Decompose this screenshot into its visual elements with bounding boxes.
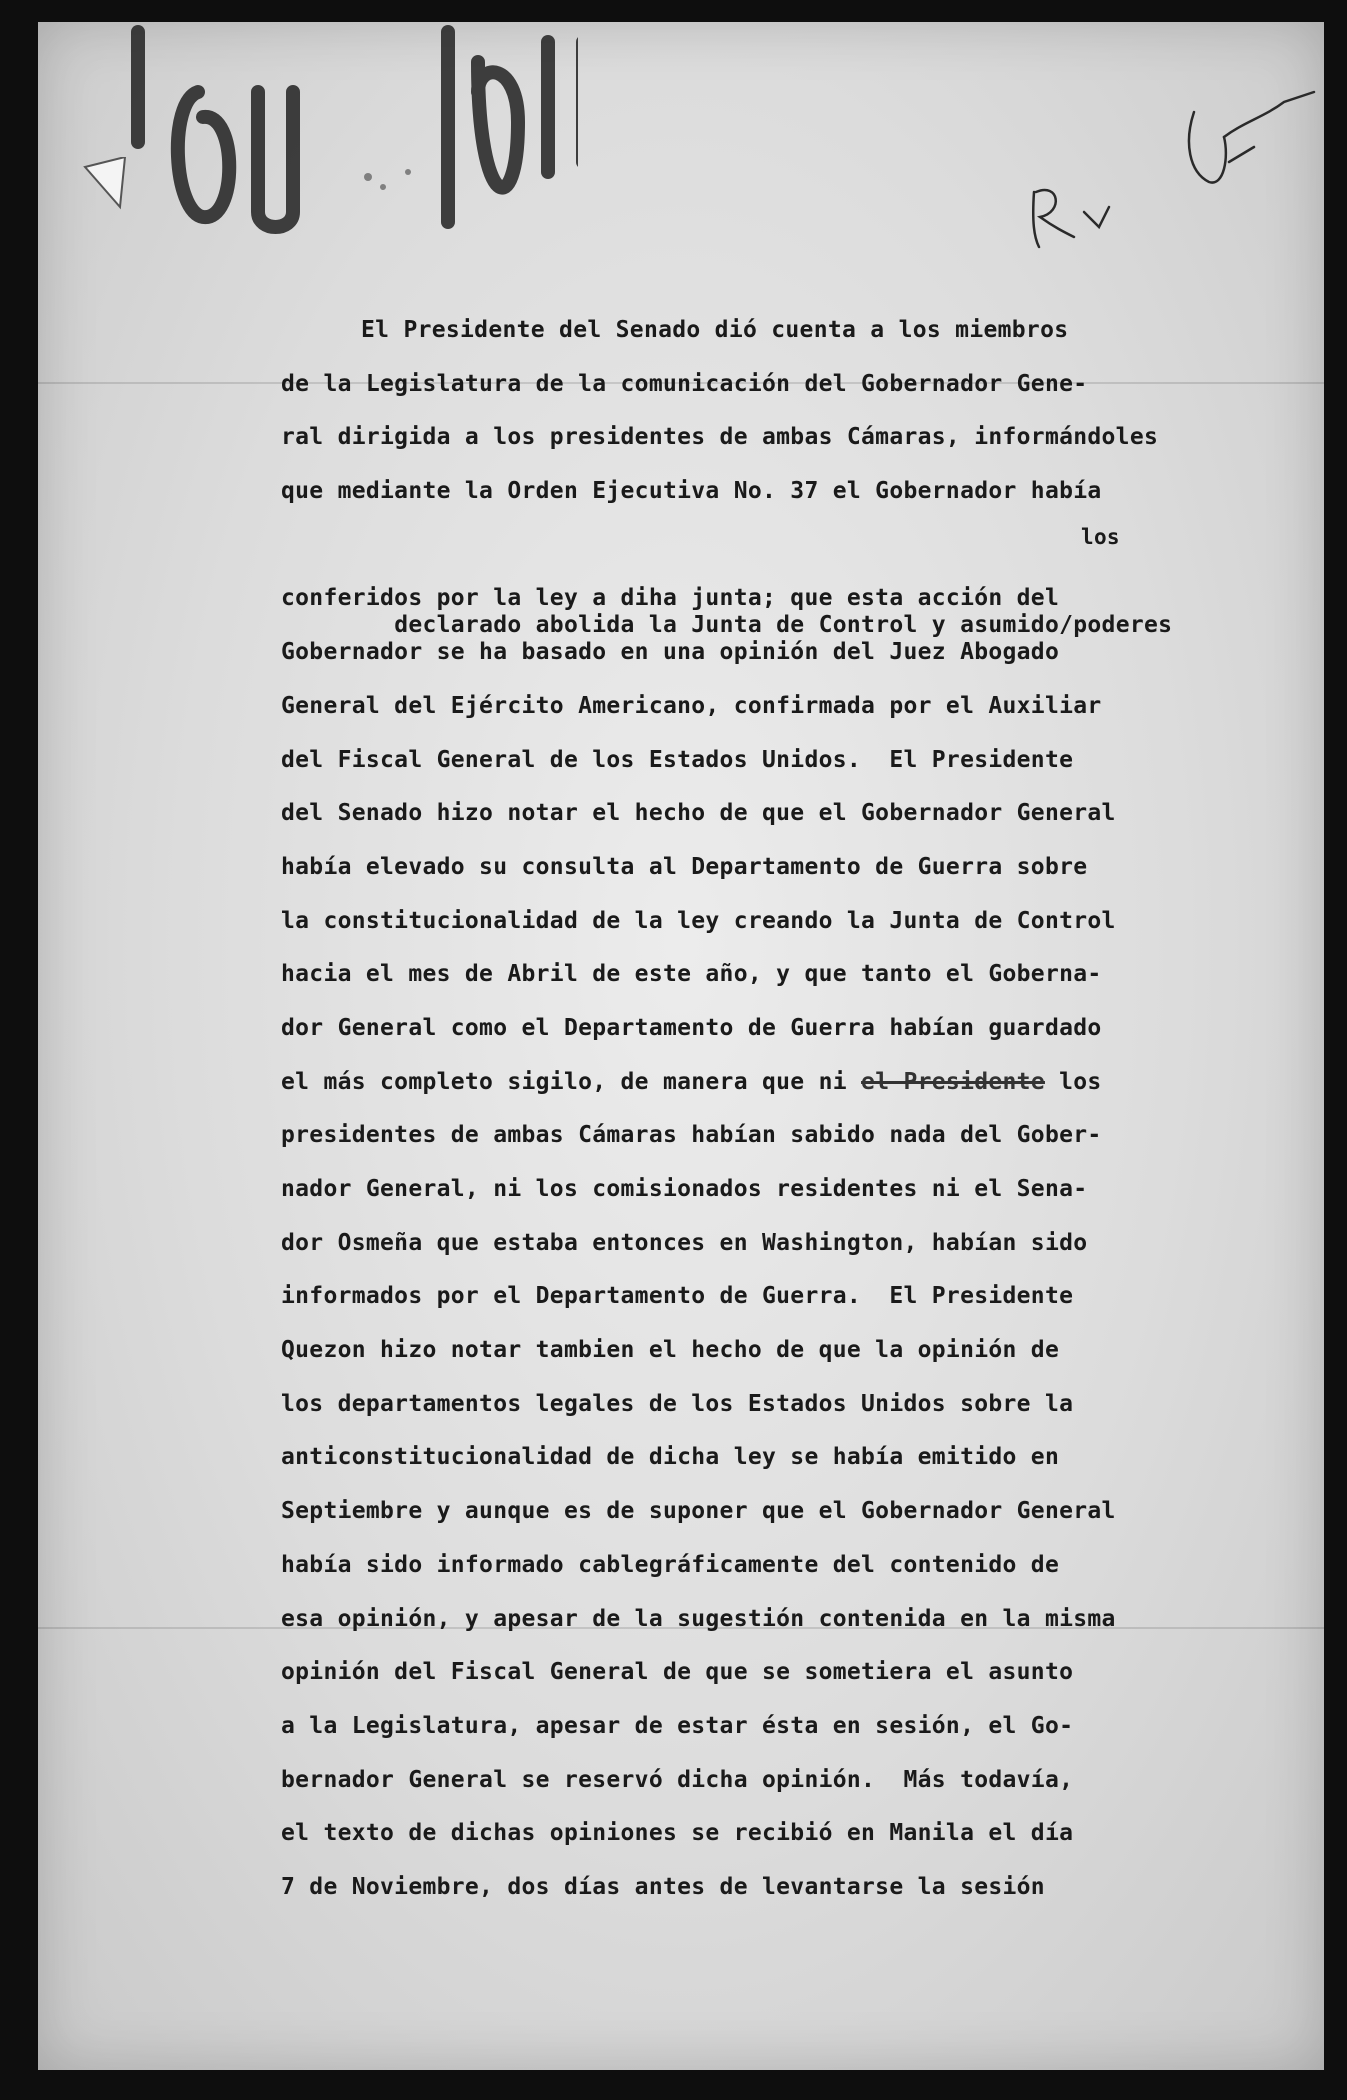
text-line: los departamentos legales de los Estados Unidos sobre la — [281, 1390, 1074, 1417]
struck-text: el Presidente — [861, 1068, 1045, 1095]
archive-stamp-marks — [78, 22, 578, 252]
typed-body-text — [281, 310, 1301, 1921]
text-line: de la Legislatura de la comunicación del Gobernador Gene- — [281, 370, 1088, 397]
text-line: a la Legislatura, apesar de estar ésta en sesión, el Go- — [281, 1712, 1074, 1739]
paper-tear-mark — [80, 157, 140, 217]
text-line: dor Osmeña que estaba entonces en Washington, habían sido — [281, 1229, 1088, 1256]
document-page — [38, 22, 1324, 2070]
text-line: nador General, ni los comisionados residentes ni el Sena- — [281, 1176, 1088, 1202]
text-line-with-strikeout — [281, 1062, 1301, 1116]
text-segment: el más completo sigilo, de manera que ni — [281, 1068, 862, 1095]
text-line: Quezon hizo notar tambien el hecho de que la opinión de — [281, 1337, 1060, 1364]
text-line: declarado abolida la Junta de Control y asumido/poderes — [394, 611, 1173, 638]
text-line: conferidos por la ley a diha junta; que esta acción del — [281, 585, 1060, 612]
text-line: ral dirigida a los presidentes de ambas Cámaras, informándoles — [281, 424, 1159, 451]
text-line: Septiembre y aunque es de suponer que el Gobernador General — [281, 1498, 1116, 1525]
text-line: anticonstitucionalidad de dicha ley se había emitido en — [281, 1444, 1060, 1471]
text-line: El Presidente del Senado dió cuenta a los miembros — [361, 317, 1069, 343]
text-line: que mediante la Orden Ejecutiva No. 37 el Gobernador había — [281, 478, 1102, 505]
text-line: había elevado su consulta al Departamento de Guerra sobre — [281, 853, 1088, 880]
text-line: informados por el Departamento de Guerra. El Presidente — [281, 1283, 1074, 1310]
text-line: Gobernador se ha basado en una opinión del Juez Abogado — [281, 639, 1060, 666]
text-line: opinión del Fiscal General de que se sometiera el asunto — [281, 1659, 1074, 1686]
handwritten-annotation — [1004, 62, 1324, 262]
text-line: del Senado hizo notar el hecho de que el Gobernador General — [281, 800, 1116, 827]
text-line: hacia el mes de Abril de este año, y que tanto el Goberna- — [281, 961, 1102, 988]
text-line: del Fiscal General de los Estados Unidos. El Presidente — [281, 746, 1074, 773]
text-line: dor General como el Departamento de Guerra habían guardado — [281, 1014, 1102, 1041]
text-line: la constitucionalidad de la ley creando la Junta de Control — [281, 907, 1116, 934]
text-line: esa opinión, y apesar de la sugestión contenida en la misma — [281, 1605, 1116, 1632]
interlinear-insert: los — [1081, 524, 1120, 549]
text-segment: los — [1044, 1068, 1102, 1095]
text-line: el texto de dichas opiniones se recibió en Manila el día — [281, 1820, 1074, 1847]
text-line: 7 de Noviembre, dos días antes de levantarse la sesión — [281, 1873, 1045, 1900]
text-line: bernador General se reservó dicha opinión. Más todavía, — [281, 1766, 1074, 1793]
text-line: había sido informado cablegráficamente del contenido de — [281, 1551, 1060, 1578]
text-line: General del Ejército Americano, confirmada por el Auxiliar — [281, 692, 1102, 719]
text-line: presidentes de ambas Cámaras habían sabido nada del Gober- — [281, 1122, 1102, 1149]
